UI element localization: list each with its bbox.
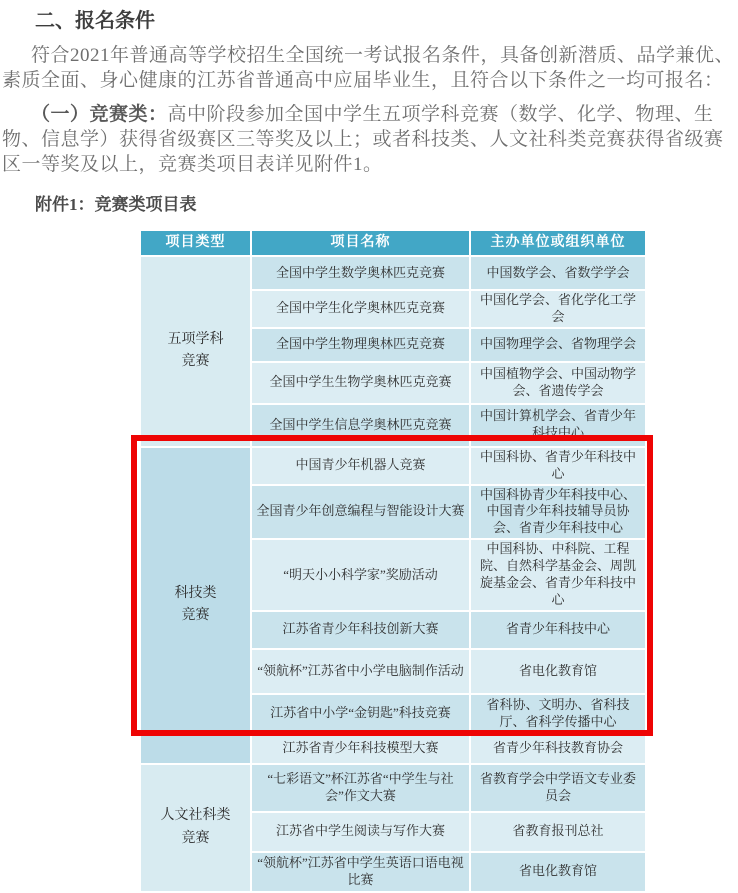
organizer-cell: 中国科协青少年科技中心、中国青少年科技辅导员协会、省青少年科技中心 [470,485,646,540]
header-cell-organizer: 主办单位或组织单位 [470,230,646,256]
clause-text: 高中阶段参加全国中学生五项学科竞赛（数学、化学、物理、生物、信息学）获得省级赛区三等奖及以上；或者科技类、人文社科类竞赛获得省级赛区一等奖及以上，竞赛类项目表详见附件1。 [2,104,724,175]
header-cell-category: 项目类型 [140,230,251,256]
organizer-cell: 省青少年科技教育协会 [470,734,646,764]
table-header-row [140,230,646,256]
organizer-cell: 省电化教育馆 [470,649,646,694]
organizer-cell: 省教育报刊总社 [470,812,646,852]
project-name-cell: 全国青少年创意编程与智能设计大赛 [251,485,470,540]
project-name-cell: 全国中学生生物学奥林匹克竞赛 [251,362,470,404]
organizer-cell: 中国科协、中科院、工程院、自然科学基金会、周凯旋基金会、省青少年科技中心 [470,539,646,611]
organizer-cell: 省电化教育馆 [470,852,646,892]
section-heading: 二、报名条件 [35,10,155,32]
header-cell-project-name: 项目名称 [251,230,470,256]
organizer-cell: 中国科协、省青少年科技中心 [470,447,646,485]
category-label-line1: 五项学科 [167,332,224,347]
organizer-cell: 省青少年科技中心 [470,611,646,649]
category-label-line2: 竞赛 [181,608,210,624]
category-label-line2: 竞赛 [181,354,210,370]
category-cell-academic [140,256,251,447]
organizer-cell: 中国植物学会、中国动物学会、省遗传学会 [470,362,646,404]
organizer-cell: 中国计算机学会、省青少年科技中心 [470,404,646,447]
intro-paragraph [2,43,736,93]
organizer-cell: 省教育学会中学语文专业委员会 [470,764,646,812]
category-cell-humanities [140,764,251,892]
project-name-cell: “七彩语文”杯江苏省“中学生与社会”作文大赛 [251,764,470,812]
project-name-cell: 江苏省中学生阅读与写作大赛 [251,812,470,852]
category-cell-technology [140,447,251,764]
project-name-cell: “领航杯”江苏省中小学电脑制作活动 [251,649,470,694]
table-row [140,447,646,485]
project-name-cell: 全国中学生信息学奥林匹克竞赛 [251,404,470,447]
project-name-cell: “领航杯”江苏省中学生英语口语电视比赛 [251,852,470,892]
project-name-cell: 江苏省青少年科技创新大赛 [251,611,470,649]
table-row [140,256,646,290]
project-name-cell: 中国青少年机器人竞赛 [251,447,470,485]
attachment-title: 附件1：竞赛类项目表 [35,195,197,214]
intro-text: 符合2021年普通高等学校招生全国统一考试报名条件，具备创新潜质、品学兼优、素质全面、身心健康的江苏省普通高中应届毕业生，且符合以下条件之一均可报名： [2,45,735,91]
project-name-cell: 全国中学生物理奥林匹克竞赛 [251,328,470,362]
project-name-cell: 全国中学生数学奥林匹克竞赛 [251,256,470,290]
competition-clause-paragraph [2,102,736,177]
organizer-cell: 中国物理学会、省物理学会 [470,328,646,362]
category-label-line1: 人文社科类 [160,808,231,824]
competition-table [139,229,647,893]
project-name-cell: 江苏省青少年科技模型大赛 [251,734,470,764]
project-name-cell: 江苏省中小学“金钥匙”科技竞赛 [251,694,470,734]
organizer-cell: 省科协、文明办、省科技厅、省科学传播中心 [470,694,646,734]
category-label-line1: 科技类 [174,585,217,601]
table-row [140,764,646,812]
project-name-cell: 全国中学生化学奥林匹克竞赛 [251,290,470,328]
organizer-cell: 中国数学会、省数学学会 [470,256,646,290]
clause-label: （一）竞赛类： [31,104,168,125]
category-label-line2: 竞赛 [181,830,210,846]
competition-table-container [139,229,645,893]
project-name-cell: “明天小小科学家”奖励活动 [251,539,470,611]
organizer-cell: 中国化学会、省化学化工学会 [470,290,646,328]
